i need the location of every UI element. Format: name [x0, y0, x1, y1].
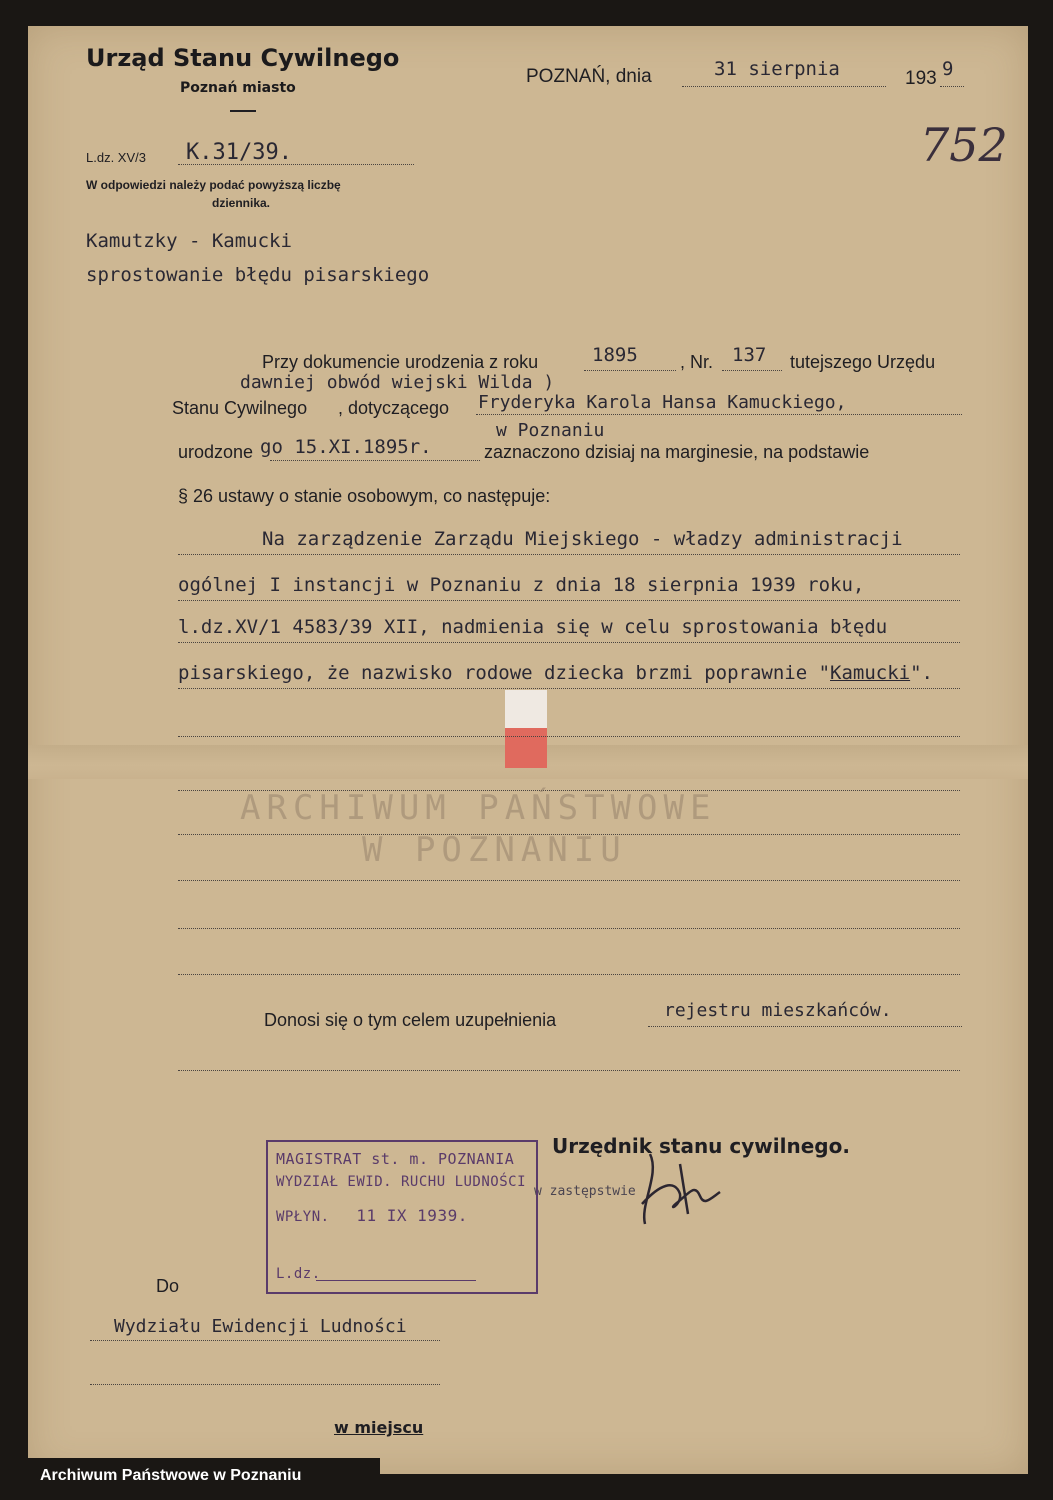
person-name-dotline: [476, 414, 962, 415]
office-city: Poznań miasto: [180, 80, 296, 96]
archive-flag-white: [505, 690, 547, 728]
notice-printed: Donosi się o tym celem uzupełnienia: [264, 1010, 557, 1030]
ruled-line-10: [178, 974, 960, 975]
typed-line-3: l.dz.XV/1 4583/39 XII, nadmienia się w celu sprostowania błędu: [178, 616, 888, 638]
stamp-ldz: L.dz.: [276, 1266, 321, 1282]
body-line1-b: , Nr.: [680, 352, 714, 372]
year-suffix: 9: [942, 58, 954, 80]
insert-line: dawniej obwód wiejski Wilda ): [240, 372, 555, 393]
watermark-line-2: W POZNANIU: [362, 830, 627, 870]
person-name: Fryderyka Karola Hansa Kamuckiego,: [478, 392, 847, 413]
body-line5: § 26 ustawy o stanie osobowym, co następuje:: [178, 486, 551, 506]
signatory-title: Urzędnik stanu cywilnego.: [552, 1134, 850, 1158]
date-value: 31 sierpnia: [714, 58, 840, 80]
header-divider: [230, 110, 256, 112]
recipient-place: w miejscu: [334, 1418, 424, 1437]
typed-line-2: ogólnej I instancji w Poznaniu z dnia 18 sierpnia 1939 roku,: [178, 574, 865, 596]
deputy-note: w zastępstwie: [534, 1184, 636, 1199]
birth-year-dotline: [584, 370, 676, 371]
date-dotline: [682, 86, 886, 87]
signature-mark: [620, 1144, 740, 1234]
year-prefix: 193: [905, 68, 937, 89]
stamp-line-2: WYDZIAŁ EWID. RUCHU LUDNOŚCI: [276, 1174, 527, 1190]
ruled-line-8: [178, 880, 960, 881]
typed-line-4-a: pisarskiego, że nazwisko rodowe dziecka brzmi poprawnie ": [178, 662, 831, 684]
reply-note-1: W odpowiedzi należy podać powyższą liczbę: [86, 178, 341, 192]
body-line4-b: zaznaczono dzisiaj na marginesie, na podstawie: [484, 442, 870, 462]
corrected-surname: Kamucki: [830, 662, 911, 684]
stamp-received-date: 11 IX 1939.: [356, 1206, 468, 1225]
to-label: Do: [156, 1276, 180, 1296]
record-number-dotline: [722, 370, 782, 371]
record-number: 137: [732, 344, 767, 366]
birth-date: go 15.XI.1895r.: [260, 436, 432, 458]
ruled-line-5: [178, 736, 960, 737]
office-title: Urząd Stanu Cywilnego: [86, 44, 400, 72]
ruled-line-4: [178, 688, 960, 689]
notice-typed: rejestru mieszkańców.: [664, 1000, 892, 1021]
stamp-received-label: WPŁYN.: [276, 1209, 330, 1225]
birth-year: 1895: [592, 344, 638, 366]
watermark-line-1: ARCHIWUM PAŃSTWOWE: [240, 788, 717, 828]
ldz-value: K.31/39.: [186, 140, 292, 165]
stamp-line-1: MAGISTRAT st. m. POZNANIA: [276, 1150, 515, 1168]
birth-date-dotline: [270, 460, 480, 461]
reply-note-2: dziennika.: [212, 196, 271, 210]
ldz-label: L.dz. XV/3: [86, 150, 146, 165]
body-line4-a: urodzone: [178, 442, 254, 462]
year-dotline: [940, 86, 964, 87]
body-line1-c: tutejszego Urzędu: [790, 352, 936, 372]
recipient-dotline-2: [90, 1384, 440, 1385]
archive-flag-red: [505, 728, 547, 768]
ldz-dotline: [178, 164, 414, 165]
stamp-ldz-line: [316, 1280, 476, 1281]
birth-place: w Poznaniu: [496, 420, 605, 441]
recipient: Wydziału Ewidencji Ludności: [114, 1316, 407, 1337]
stamp-received: [276, 1206, 468, 1225]
recipient-dotline: [90, 1340, 440, 1341]
place-date-label: POZNAŃ, dnia: [526, 66, 652, 87]
body-line3-b: , dotyczącego: [338, 398, 450, 418]
typed-line-1: Na zarządzenie Zarządu Miejskiego - władzy administracji: [262, 528, 903, 550]
typed-line-4-b: ".: [910, 662, 933, 684]
archive-number: 752: [920, 118, 1008, 172]
subject-line-1: Kamutzky - Kamucki: [86, 230, 292, 252]
ruled-line-1: [178, 554, 960, 555]
typed-line-4: [178, 662, 933, 684]
ruled-line-7: [178, 834, 960, 835]
subject-line-2: sprostowanie błędu pisarskiego: [86, 264, 430, 286]
notice-dotline: [648, 1026, 962, 1027]
body-line3-a: Stanu Cywilnego: [172, 398, 308, 418]
archive-footer: Archiwum Państwowe w Poznaniu: [28, 1458, 380, 1494]
ruled-line-9: [178, 928, 960, 929]
incoming-stamp: [266, 1140, 538, 1294]
ruled-line-11: [178, 1070, 960, 1071]
body-line1-a: Przy dokumencie urodzenia z roku: [262, 352, 539, 372]
ruled-line-3: [178, 642, 960, 643]
ruled-line-2: [178, 600, 960, 601]
